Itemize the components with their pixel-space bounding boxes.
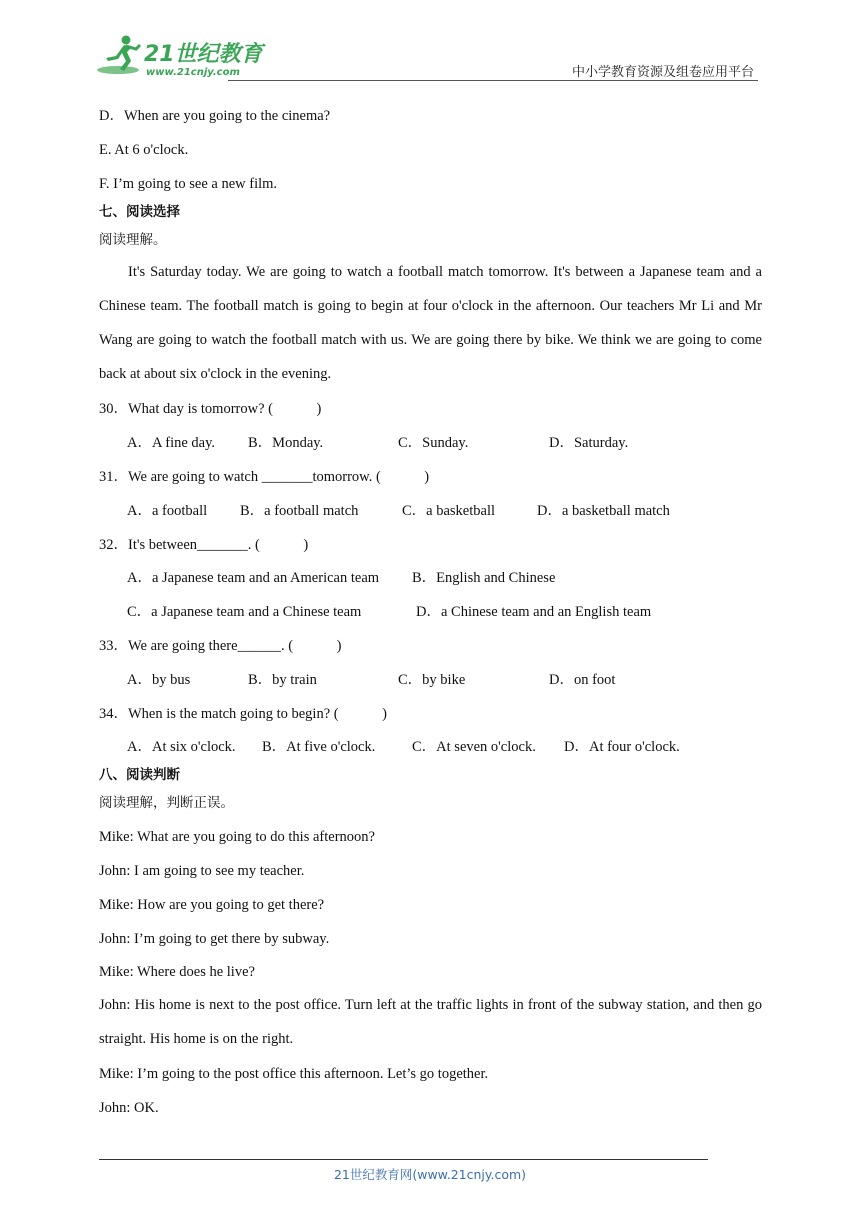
dialogue-line: John: OK.: [99, 1100, 159, 1116]
q33-option-a: A．by bus: [127, 672, 191, 688]
q32-option-b: B．English and Chinese: [412, 570, 556, 586]
q33-option-d: D．on foot: [549, 672, 616, 688]
q34-option-a: A．At six o'clock.: [127, 739, 236, 755]
q33-option-b: B．by train: [248, 672, 317, 688]
svg-text:21世纪教育: 21世纪教育: [144, 42, 263, 67]
q30-option-d: D．Saturday.: [549, 435, 629, 451]
dialogue-line: Mike: I’m going to the post office this afternoon. Let’s go together.: [99, 1066, 489, 1082]
footer-link[interactable]: 21世纪教育网(www.21cnjy.com): [333, 1167, 527, 1182]
logo: [96, 34, 266, 78]
dialogue-line: Mike: What are you going to do this afternoon?: [99, 829, 375, 845]
dialogue-line: John: His home is next to the post office. Turn left at the traffic lights in front of the subway station, and then go straight. His home is on the right.: [99, 997, 762, 1047]
prev-option-f: F. I’m going to see a new film.: [99, 176, 278, 192]
q32-option-c: C．a Japanese team and a Chinese team: [127, 604, 362, 620]
section7-instruction: 阅读理解。: [99, 232, 167, 248]
dialogue-line: John: I am going to see my teacher.: [99, 863, 305, 879]
header-divider: [228, 80, 758, 81]
prev-option-d: D．When are you going to the cinema?: [99, 108, 331, 124]
q31-option-b: B．a football match: [240, 503, 359, 519]
section8-title: 八、阅读判断: [99, 767, 180, 783]
svg-text:www.21cnjy.com: www.21cnjy.com: [146, 67, 240, 78]
question-34: 34．When is the match going to begin? ( ): [99, 706, 387, 722]
page-header: [96, 34, 758, 80]
prev-option-e: E. At 6 o'clock.: [99, 142, 189, 158]
runner-logo-icon: [96, 34, 266, 78]
q32-option-a: A．a Japanese team and an American team: [127, 570, 380, 586]
q31-option-c: C．a basketball: [402, 503, 496, 519]
q30-option-c: C．Sunday.: [398, 435, 469, 451]
reading-passage: It's Saturday today. We are going to watch a football match tomorrow. It's between a Japanese team and a Chinese team. The football match is going to begin at four o'clock in the afternoon. Our teachers Mr Li and Mr Wang are going to watch the football match with us. We are going there by bike. We think we are going to come back at about six o'clock in the evening.: [99, 264, 762, 382]
dialogue-line: Mike: How are you going to get there?: [99, 897, 325, 913]
section7-title: 七、阅读选择: [99, 204, 180, 220]
q30-option-b: B．Monday.: [248, 435, 324, 451]
dialogue-line: Mike: Where does he live?: [99, 964, 255, 980]
q32-option-d: D．a Chinese team and an English team: [416, 604, 652, 620]
q34-option-b: B．At five o'clock.: [262, 739, 376, 755]
q34-option-c: C．At seven o'clock.: [412, 739, 536, 755]
dialogue-line: John: I’m going to get there by subway.: [99, 931, 330, 947]
section8-instruction: 阅读理解，判断正误。: [99, 795, 234, 811]
question-32: 32．It's between_______. ( ): [99, 537, 309, 553]
q34-option-d: D．At four o'clock.: [564, 739, 680, 755]
q31-option-a: A．a football: [127, 503, 208, 519]
q33-option-c: C．by bike: [398, 672, 466, 688]
platform-name: 中小学教育资源及组卷应用平台: [571, 65, 754, 80]
footer-divider: [99, 1159, 708, 1160]
q30-option-a: A．A fine day.: [127, 435, 216, 451]
q31-option-d: D．a basketball match: [537, 503, 670, 519]
question-31: 31．We are going to watch _______tomorrow. ( ): [99, 469, 430, 485]
question-30: 30．What day is tomorrow? ( ): [99, 401, 322, 417]
question-33: 33．We are going there______. ( ): [99, 638, 342, 654]
